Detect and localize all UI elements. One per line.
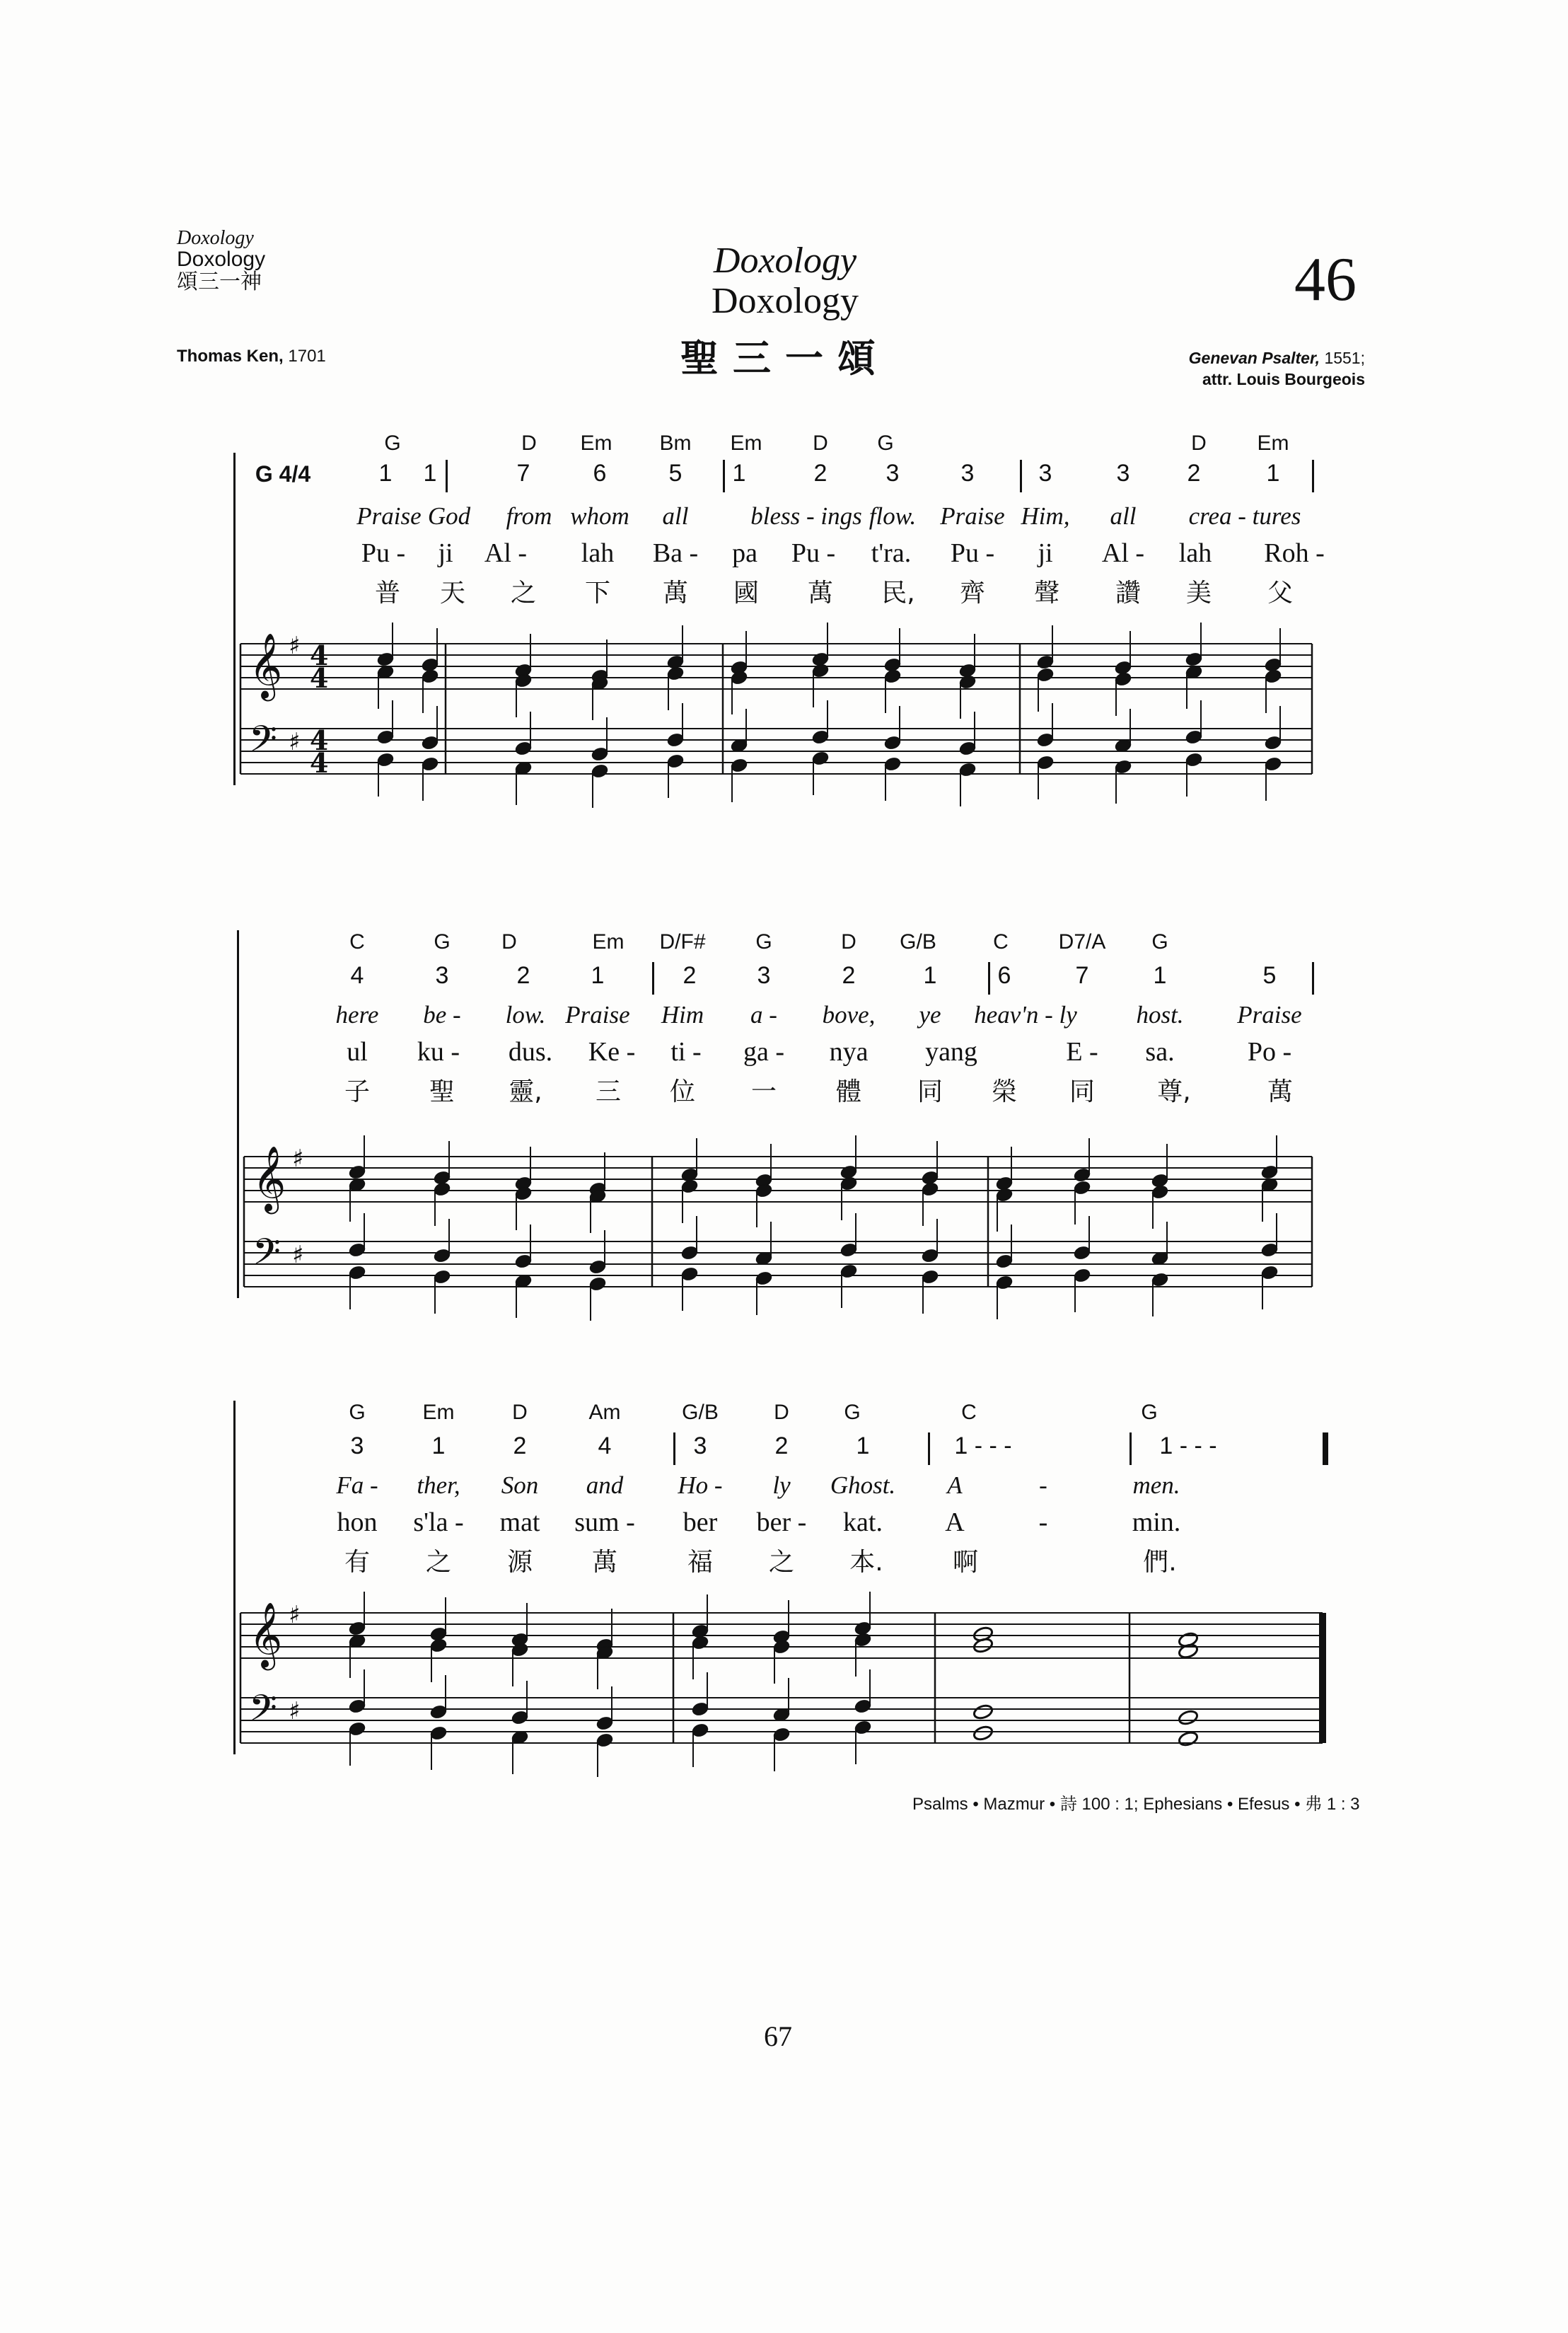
solfa-number: 2 [683, 962, 697, 989]
lyric-indonesian: ji [438, 538, 453, 568]
treble-clef-icon: 𝄞 [252, 1145, 286, 1211]
author-name: Thomas Ken, [177, 347, 284, 366]
lyric-indonesian: A [945, 1507, 965, 1537]
lyric-chinese: 三 [595, 1077, 622, 1106]
note-head [972, 1725, 994, 1742]
chord-symbol: G [349, 1401, 366, 1424]
lyric-english: crea - tures [1188, 502, 1301, 530]
solfa-number: 2 [774, 1432, 789, 1459]
solfa-number: 1 [856, 1432, 870, 1459]
composer-attribution: attr. Louis Bourgeois [1202, 369, 1365, 388]
lyric-english: Ghost. [830, 1471, 896, 1499]
solfa-number: 1 [431, 1432, 446, 1459]
key-signature-label: G 4/4 [255, 461, 311, 487]
lyric-english: all [1110, 502, 1137, 530]
lyric-chinese: 父 [1267, 579, 1294, 608]
lyric-english: ly [772, 1471, 791, 1499]
lyric-indonesian: Al - [484, 538, 528, 568]
lyric-chinese: 本. [849, 1548, 883, 1577]
page-number: 67 [764, 2020, 792, 2052]
grand-staff [0, 1401, 1568, 1768]
lyric-chinese: 萬 [591, 1548, 618, 1577]
lyric-chinese: 國 [733, 579, 760, 608]
lyric-indonesian: ber [683, 1507, 718, 1537]
lyric-chinese: 同 [1069, 1077, 1096, 1106]
bass-clef-icon: 𝄢 [249, 1686, 277, 1738]
solfa-number: 5 [1262, 962, 1277, 989]
lyric-indonesian: Al - [1101, 538, 1145, 568]
sharp-icon: ♯ [289, 632, 301, 660]
lyric-chinese: 聖 [429, 1077, 455, 1106]
lyric-indonesian: sa. [1145, 1037, 1175, 1067]
composer-credit [1096, 348, 1365, 390]
lyric-english: host. [1136, 1001, 1184, 1029]
solfa-number: 4 [350, 962, 364, 989]
lyric-english: all [662, 502, 689, 530]
lyric-chinese: 聲 [1033, 579, 1060, 608]
solfa-number: 7 [516, 460, 530, 487]
solfa-number: 3 [693, 1432, 707, 1459]
music-system-2 [0, 930, 1568, 1312]
chord-symbol: Em [580, 432, 612, 455]
sharp-icon: ♯ [289, 1601, 301, 1629]
solfa-number: 3 [350, 1432, 364, 1459]
lyric-english: from [506, 502, 552, 530]
sharp-icon: ♯ [292, 1241, 304, 1269]
lyric-indonesian: dus. [508, 1037, 553, 1067]
treble-clef-icon: 𝄞 [249, 632, 283, 698]
lyric-english: Him [661, 1001, 704, 1029]
lyric-indonesian: min. [1132, 1507, 1181, 1537]
lyric-english: bove, [822, 1001, 876, 1029]
chord-symbol: Em [1257, 432, 1289, 455]
author-year: 1701 [288, 347, 326, 366]
lyric-english: Fa - [336, 1471, 378, 1499]
sharp-icon: ♯ [292, 1145, 304, 1173]
lyric-chinese: 體 [835, 1077, 862, 1106]
lyric-indonesian: ti - [670, 1037, 702, 1067]
solfa-number: 2 [513, 1432, 527, 1459]
bass-clef-icon: 𝄢 [252, 1230, 281, 1282]
sharp-icon: ♯ [289, 728, 301, 756]
lyric-english: Son [501, 1471, 539, 1499]
lyric-indonesian: mat [499, 1507, 540, 1537]
chord-symbol: D [501, 930, 517, 954]
chord-symbol: G/B [900, 930, 936, 954]
index-title-zh: 頌三一神 [177, 269, 262, 294]
chord-symbol: Bm [659, 432, 692, 455]
time-signature: 4 [310, 662, 329, 694]
chord-symbol: G [844, 1401, 861, 1424]
solfa-number: 3 [1038, 460, 1052, 487]
solfa-number: 1 - - - [954, 1432, 1012, 1459]
lyric-chinese: 齊 [959, 579, 986, 608]
chord-symbol: D/F# [659, 930, 706, 954]
author-credit [177, 347, 326, 366]
chord-symbol: G [384, 432, 401, 455]
lyric-chinese: 之 [768, 1548, 795, 1577]
chord-symbol: D [1191, 432, 1207, 455]
lyric-english: Praise [565, 1001, 630, 1029]
lyric-chinese: 們. [1143, 1548, 1177, 1577]
solfa-number: 1 [732, 460, 746, 487]
lyric-indonesian: ku - [417, 1037, 460, 1067]
title-zh: 聖三一頌 [680, 336, 890, 381]
index-title-italic: Doxology [177, 227, 254, 249]
lyric-english: Praise [1237, 1001, 1302, 1029]
lyric-english: bless - ings [750, 502, 862, 530]
solfa-number: 7 [1075, 962, 1089, 989]
lyric-indonesian: t'ra. [871, 538, 912, 568]
grand-staff [0, 930, 1568, 1298]
lyric-indonesian: pa [732, 538, 757, 568]
lyric-indonesian: ji [1038, 538, 1053, 568]
lyric-chinese: 普 [374, 579, 401, 608]
lyric-indonesian: kat. [843, 1507, 883, 1537]
lyric-chinese: 萬 [662, 579, 689, 608]
lyric-indonesian: E - [1066, 1037, 1098, 1067]
solfa-number: 2 [813, 460, 827, 487]
chord-symbol: D [512, 1401, 528, 1424]
lyric-english: God [427, 502, 471, 530]
lyric-english: ye [919, 1001, 941, 1029]
lyric-english: Praise [356, 502, 422, 530]
lyric-english: and [586, 1471, 624, 1499]
chord-symbol: Em [592, 930, 625, 954]
index-titles [177, 228, 265, 293]
composer-year: 1551; [1324, 349, 1365, 367]
chord-symbol: C [349, 930, 365, 954]
chord-symbol: G [1141, 1401, 1158, 1424]
time-signature: 4 [310, 724, 329, 756]
lyric-indonesian: lah [581, 538, 615, 568]
lyric-chinese: 位 [669, 1077, 696, 1106]
solfa-number: 3 [960, 460, 975, 487]
lyric-english: low. [505, 1001, 546, 1029]
lyric-english: Praise [940, 502, 1005, 530]
treble-clef-icon: 𝄞 [249, 1602, 283, 1667]
title: Doxology [712, 281, 859, 322]
lyric-chinese: 讚 [1115, 579, 1142, 608]
chord-symbol: D [774, 1401, 789, 1424]
lyric-chinese: 榮 [991, 1077, 1018, 1106]
lyric-english: Ho - [678, 1471, 723, 1499]
time-signature: 4 [310, 639, 329, 671]
chord-symbol: C [961, 1401, 977, 1424]
sharp-icon: ♯ [289, 1697, 301, 1725]
solfa-number: 6 [997, 962, 1011, 989]
lyric-indonesian: ga - [743, 1037, 785, 1067]
lyric-english: - [1039, 1471, 1047, 1499]
lyric-chinese: 一 [750, 1077, 777, 1106]
lyric-english: flow. [869, 502, 917, 530]
solfa-number: 1 [378, 460, 393, 487]
lyric-english: ther, [417, 1471, 460, 1499]
lyric-indonesian: Roh - [1264, 538, 1325, 568]
lyric-indonesian: ul [347, 1037, 368, 1067]
lyric-chinese: 民, [881, 579, 915, 608]
solfa-number: 6 [593, 460, 607, 487]
lyric-english: men. [1132, 1471, 1180, 1499]
lyric-indonesian: Pu - [361, 538, 406, 568]
chord-symbol: Em [730, 432, 762, 455]
lyric-indonesian: yang [925, 1037, 977, 1067]
lyric-indonesian: sum - [574, 1507, 635, 1537]
lyric-indonesian: Pu - [950, 538, 995, 568]
chord-symbol: D [813, 432, 828, 455]
lyric-indonesian: s'la - [413, 1507, 464, 1537]
scripture-reference: Psalms • Mazmur • 詩 100 : 1; Ephesians • Efesus • 弗 1 : 3 [912, 1795, 1360, 1814]
solfa-number: 3 [435, 962, 449, 989]
lyric-chinese: 下 [584, 579, 611, 608]
lyric-chinese: 源 [506, 1548, 533, 1577]
solfa-number: 1 [591, 962, 605, 989]
solfa-number: 1 [423, 460, 437, 487]
lyric-chinese: 有 [344, 1548, 371, 1577]
lyric-indonesian: Ba - [652, 538, 699, 568]
lyric-english: here [335, 1001, 379, 1029]
solfa-number: 2 [516, 962, 530, 989]
chord-symbol: D [521, 432, 537, 455]
lyric-english: whom [570, 502, 629, 530]
title-block [637, 241, 934, 383]
chord-symbol: Am [588, 1401, 621, 1424]
bass-clef-icon: 𝄢 [249, 717, 277, 769]
lyric-chinese: 福 [687, 1548, 714, 1577]
lyric-chinese: 尊, [1157, 1077, 1191, 1106]
note-head [1178, 1709, 1199, 1726]
chord-symbol: G [1151, 930, 1168, 954]
lyric-chinese: 萬 [1267, 1077, 1294, 1106]
solfa-number: 3 [1116, 460, 1130, 487]
title-italic: Doxology [713, 241, 857, 281]
solfa-number: 4 [598, 1432, 612, 1459]
lyric-chinese: 啊 [952, 1548, 979, 1577]
lyric-chinese: 同 [917, 1077, 943, 1106]
hymn-number: 46 [1294, 245, 1357, 314]
lyric-english: A [947, 1471, 963, 1499]
lyric-indonesian: ber - [756, 1507, 807, 1537]
lyric-chinese: 靈, [509, 1077, 542, 1106]
solfa-number: 1 [1153, 962, 1167, 989]
music-system-3 [0, 1401, 1568, 1754]
grand-staff [0, 432, 1568, 799]
lyric-indonesian: - [1038, 1507, 1048, 1537]
lyric-indonesian: Po - [1247, 1037, 1292, 1067]
lyric-chinese: 美 [1185, 579, 1212, 608]
solfa-number: 3 [885, 460, 900, 487]
composer-source: Genevan Psalter, [1188, 349, 1320, 367]
music-system-1 [0, 432, 1568, 799]
chord-symbol: D7/A [1058, 930, 1106, 954]
chord-symbol: Em [422, 1401, 455, 1424]
index-title: Doxology [177, 248, 266, 272]
solfa-number: 2 [842, 962, 856, 989]
lyric-chinese: 天 [439, 579, 466, 608]
lyric-indonesian: lah [1178, 538, 1212, 568]
lyric-chinese: 之 [510, 579, 537, 608]
note-head [1178, 1730, 1199, 1747]
chord-symbol: C [993, 930, 1009, 954]
lyric-indonesian: nya [829, 1037, 869, 1067]
lyric-chinese: 子 [344, 1077, 371, 1106]
solfa-number: 2 [1187, 460, 1201, 487]
lyric-english: Him, [1021, 502, 1070, 530]
solfa-number: 3 [757, 962, 771, 989]
chord-symbol: G [434, 930, 451, 954]
time-signature: 4 [310, 747, 329, 779]
lyric-indonesian: hon [337, 1507, 378, 1537]
solfa-number: 1 - - - [1159, 1432, 1217, 1459]
lyric-indonesian: Pu - [791, 538, 836, 568]
lyric-english: be - [423, 1001, 461, 1029]
lyric-english: heav'n - ly [974, 1001, 1077, 1029]
note-head [972, 1703, 994, 1720]
solfa-number: 1 [1266, 460, 1280, 487]
solfa-number: 1 [923, 962, 937, 989]
lyric-english: a - [750, 1001, 777, 1029]
chord-symbol: G [877, 432, 894, 455]
lyric-chinese: 之 [425, 1548, 452, 1577]
lyric-indonesian: Ke - [588, 1037, 636, 1067]
lyric-chinese: 萬 [807, 579, 834, 608]
chord-symbol: G [755, 930, 772, 954]
chord-symbol: D [841, 930, 856, 954]
chord-symbol: G/B [682, 1401, 719, 1424]
solfa-number: 5 [668, 460, 683, 487]
